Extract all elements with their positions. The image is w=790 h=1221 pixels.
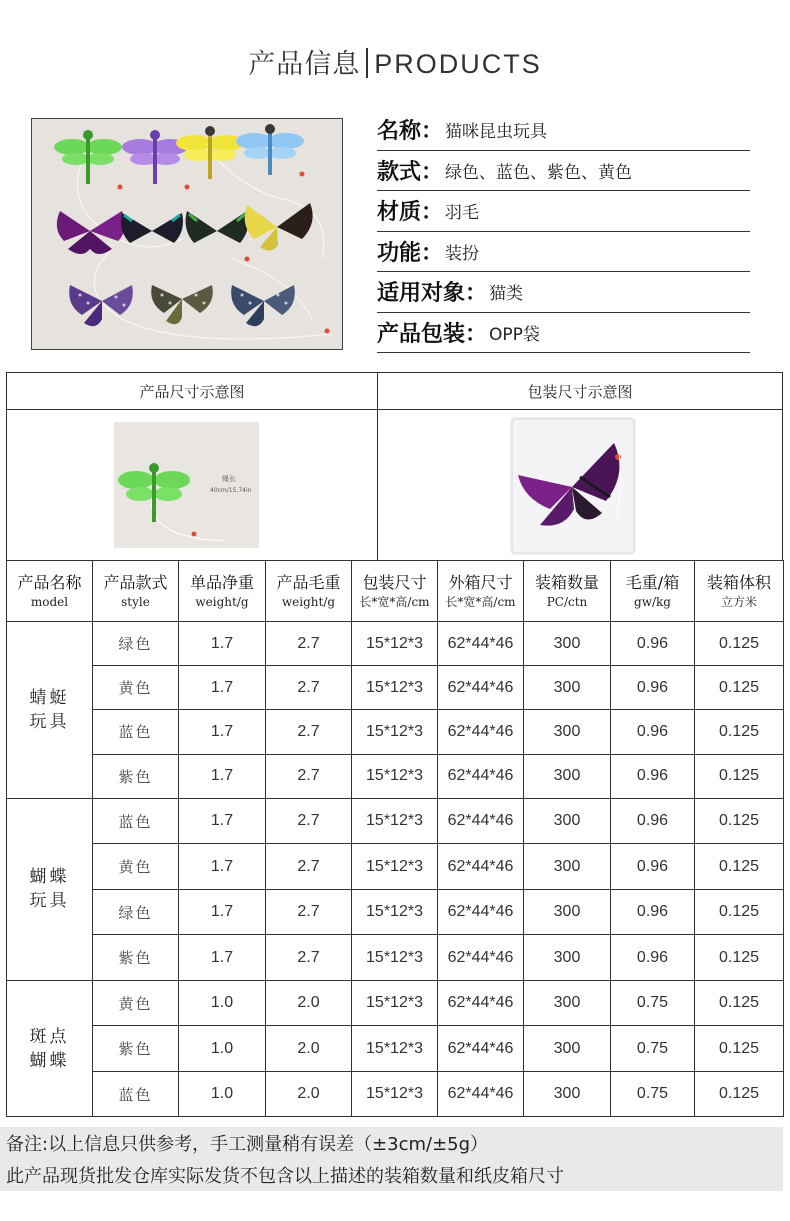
info-key: 适用对象：: [377, 281, 488, 307]
table-cell: 1.0: [179, 980, 266, 1026]
title-zh: 产品信息: [248, 49, 361, 80]
table-cell: 2.7: [266, 622, 352, 666]
table-cell: 0.75: [611, 980, 695, 1026]
title-divider: [366, 48, 368, 78]
dragonfly-image: [114, 422, 259, 548]
product-photo: [31, 118, 343, 350]
column-header: [266, 561, 352, 622]
table-cell: 0.125: [695, 754, 784, 798]
info-row-name: [377, 110, 750, 151]
info-key: 材质：: [377, 200, 444, 226]
table-cell: 0.96: [611, 844, 695, 890]
table-cell: 0.75: [611, 1071, 695, 1117]
table-cell: 300: [524, 889, 611, 935]
table-cell: 62*44*46: [438, 798, 524, 844]
package-image: [510, 417, 636, 555]
table-row: [7, 622, 784, 666]
table-cell: 62*44*46: [438, 935, 524, 981]
table-cell: 2.0: [266, 1071, 352, 1117]
table-cell: 62*44*46: [438, 666, 524, 710]
table-cell: 1.7: [179, 844, 266, 890]
note-line-2: 此产品现货批发仓库实际发货不包含以上描述的装箱数量和纸皮箱尺寸: [0, 1159, 783, 1191]
column-header: [352, 561, 438, 622]
table-cell: 300: [524, 1026, 611, 1072]
product-group-name: [7, 622, 93, 799]
table-cell: 0.96: [611, 798, 695, 844]
table-row: [7, 1071, 784, 1117]
column-header-zh: 毛重/箱: [625, 573, 680, 592]
table-cell: 黄色: [93, 980, 179, 1026]
table-cell: 1.7: [179, 754, 266, 798]
table-cell: 2.7: [266, 798, 352, 844]
column-header-zh: 单品净重: [189, 573, 254, 592]
info-value: 猫咪昆虫玩具: [445, 122, 548, 143]
table-cell: 紫色: [93, 1026, 179, 1072]
table-cell: 300: [524, 1071, 611, 1117]
info-key: 款式：: [377, 159, 444, 185]
table-cell: 紫色: [93, 935, 179, 981]
table-cell: 绿色: [93, 622, 179, 666]
table-cell: 300: [524, 666, 611, 710]
table-cell: 1.7: [179, 710, 266, 754]
title-en: PRODUCTS: [374, 49, 542, 79]
table-cell: 2.7: [266, 710, 352, 754]
column-header-en: style: [121, 595, 150, 609]
table-cell: 300: [524, 710, 611, 754]
table-cell: 0.125: [695, 935, 784, 981]
table-row: [7, 666, 784, 710]
column-header-en: 长*宽*高/cm: [359, 595, 430, 609]
size-diagram-image: [114, 422, 259, 548]
note-line-1: 备注:以上信息只供参考，手工测量稍有误差（±3cm/±5g）: [0, 1127, 783, 1159]
column-header-en: weight/g: [195, 595, 249, 609]
table-cell: 15*12*3: [352, 844, 438, 890]
table-row: [7, 935, 784, 981]
info-value: 装扮: [445, 243, 480, 264]
rope-label: 绳长: [222, 475, 236, 483]
table-row: [7, 844, 784, 890]
column-header-zh: 产品名称: [17, 573, 82, 592]
table-cell: 0.125: [695, 710, 784, 754]
table-cell: 0.96: [611, 622, 695, 666]
table-cell: 1.7: [179, 889, 266, 935]
table-cell: 62*44*46: [438, 1071, 524, 1117]
column-header-en: gw/kg: [634, 595, 671, 609]
table-row: [7, 980, 784, 1026]
info-key: 功能：: [377, 240, 444, 266]
table-cell: 0.125: [695, 622, 784, 666]
column-header-zh: 装箱数量: [534, 573, 599, 592]
column-header-zh: 产品毛重: [276, 573, 341, 592]
group-name-line2: 玩具: [29, 891, 70, 912]
column-header: [611, 561, 695, 622]
column-header: [93, 561, 179, 622]
size-diagram-title: 产品尺寸示意图: [7, 373, 377, 410]
table-cell: 2.7: [266, 844, 352, 890]
table-cell: 0.125: [695, 844, 784, 890]
column-header-zh: 包装尺寸: [362, 573, 427, 592]
spec-header-row: [7, 561, 784, 622]
table-cell: 0.125: [695, 666, 784, 710]
table-cell: 0.96: [611, 889, 695, 935]
table-cell: 300: [524, 844, 611, 890]
column-header: [695, 561, 784, 622]
table-cell: 15*12*3: [352, 798, 438, 844]
table-cell: 300: [524, 798, 611, 844]
table-cell: 1.7: [179, 666, 266, 710]
column-header-en: 立方米: [720, 595, 757, 609]
table-cell: 15*12*3: [352, 980, 438, 1026]
table-cell: 绿色: [93, 889, 179, 935]
table-cell: 300: [524, 935, 611, 981]
info-row-style: [377, 151, 750, 192]
table-cell: 1.0: [179, 1071, 266, 1117]
table-cell: 300: [524, 622, 611, 666]
info-value: 绿色、蓝色、紫色、黄色: [445, 162, 633, 183]
table-row: [7, 889, 784, 935]
table-cell: 62*44*46: [438, 1026, 524, 1072]
table-cell: 62*44*46: [438, 622, 524, 666]
table-cell: 2.7: [266, 935, 352, 981]
table-cell: 15*12*3: [352, 1071, 438, 1117]
table-cell: 300: [524, 754, 611, 798]
table-cell: 0.96: [611, 754, 695, 798]
product-info: [377, 110, 750, 353]
info-value: OPP袋: [489, 324, 540, 345]
info-key: 名称：: [377, 119, 444, 145]
table-cell: 300: [524, 980, 611, 1026]
table-cell: 0.96: [611, 935, 695, 981]
table-cell: 62*44*46: [438, 754, 524, 798]
group-name-line2: 蝴蝶: [29, 1050, 70, 1071]
table-cell: 15*12*3: [352, 754, 438, 798]
insects-illustration: [32, 119, 343, 350]
rope-length: 40cm/15.74in: [210, 487, 252, 494]
table-cell: 0.125: [695, 980, 784, 1026]
column-header-en: 长*宽*高/cm: [445, 595, 516, 609]
table-cell: 62*44*46: [438, 710, 524, 754]
spec-table: [6, 560, 784, 1117]
table-cell: 2.0: [266, 1026, 352, 1072]
table-cell: 黄色: [93, 844, 179, 890]
table-cell: 62*44*46: [438, 980, 524, 1026]
table-cell: 2.7: [266, 754, 352, 798]
info-row-function: [377, 232, 750, 273]
group-name-line1: 蜻蜓: [29, 687, 70, 708]
pack-diagram-cell: [378, 373, 782, 560]
table-cell: 0.96: [611, 666, 695, 710]
column-header: [7, 561, 93, 622]
table-cell: 15*12*3: [352, 666, 438, 710]
group-name-line2: 玩具: [29, 711, 70, 732]
table-cell: 蓝色: [93, 1071, 179, 1117]
column-header-en: PC/ctn: [546, 595, 588, 609]
info-row-package: [377, 313, 750, 354]
product-group-name: [7, 798, 93, 980]
info-key: 产品包装：: [377, 321, 488, 347]
column-header-zh: 外箱尺寸: [448, 573, 513, 592]
table-cell: 1.7: [179, 935, 266, 981]
info-row-target: [377, 272, 750, 313]
table-cell: 蓝色: [93, 710, 179, 754]
table-row: [7, 710, 784, 754]
group-name-line1: 斑点: [29, 1026, 70, 1047]
table-row: [7, 798, 784, 844]
table-cell: 蓝色: [93, 798, 179, 844]
table-cell: 15*12*3: [352, 935, 438, 981]
table-cell: 0.125: [695, 798, 784, 844]
table-row: [7, 1026, 784, 1072]
column-header-en: weight/g: [281, 595, 336, 609]
column-header-zh: 装箱体积: [706, 573, 771, 592]
table-cell: 62*44*46: [438, 889, 524, 935]
table-cell: 2.7: [266, 889, 352, 935]
column-header-en: model: [30, 595, 69, 609]
diagram-table: [6, 372, 783, 561]
info-value: 羽毛: [445, 203, 480, 224]
table-cell: 0.125: [695, 1071, 784, 1117]
table-cell: 0.125: [695, 889, 784, 935]
size-diagram-cell: [7, 373, 378, 560]
table-cell: 0.75: [611, 1026, 695, 1072]
table-cell: 2.7: [266, 666, 352, 710]
column-header: [524, 561, 611, 622]
table-cell: 1.7: [179, 798, 266, 844]
group-name-line1: 蝴蝶: [29, 867, 70, 888]
product-group-name: [7, 980, 93, 1117]
table-cell: 1.0: [179, 1026, 266, 1072]
table-cell: 15*12*3: [352, 622, 438, 666]
table-cell: 紫色: [93, 754, 179, 798]
column-header: [179, 561, 266, 622]
table-cell: 15*12*3: [352, 710, 438, 754]
table-cell: 0.125: [695, 1026, 784, 1072]
table-cell: 62*44*46: [438, 844, 524, 890]
table-cell: 黄色: [93, 666, 179, 710]
table-cell: 0.96: [611, 710, 695, 754]
table-cell: 2.0: [266, 980, 352, 1026]
info-value: 猫类: [489, 284, 524, 305]
info-row-material: [377, 191, 750, 232]
table-cell: 15*12*3: [352, 1026, 438, 1072]
column-header-zh: 产品款式: [103, 573, 168, 592]
table-cell: 1.7: [179, 622, 266, 666]
pack-diagram-title: 包装尺寸示意图: [378, 373, 782, 410]
table-row: [7, 754, 784, 798]
table-cell: 15*12*3: [352, 889, 438, 935]
column-header: [438, 561, 524, 622]
packaged-butterfly-image: [510, 417, 636, 555]
page-title: [0, 42, 790, 81]
